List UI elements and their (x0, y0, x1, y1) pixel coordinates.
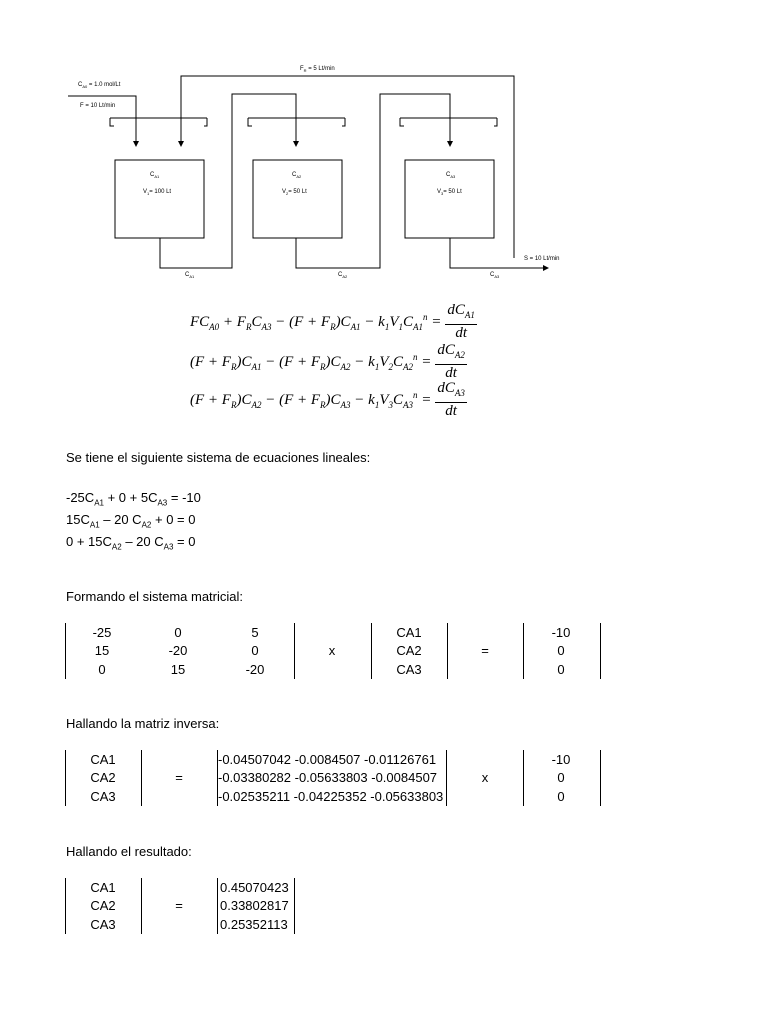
tank-3-conc: $C_{A3}$ (446, 172, 456, 179)
matrix-a-cell: 0 (251, 643, 259, 658)
matrix-a-cell: 5 (251, 625, 259, 640)
linear-eq-2: $15C_{A1} - 20$ $C_{A2} + 0 = 0$ (66, 512, 196, 530)
matrix-a-cell: 15 (94, 643, 110, 658)
equals-sign: = (175, 770, 183, 785)
tank-2-conc: $C_{A2}$ (292, 172, 302, 179)
tank-2-volume: $V_2= 50$ Lt (282, 189, 307, 196)
var-cell: CA1 (90, 752, 116, 767)
equals-sign: = (175, 898, 183, 913)
matrix-a-cell: 15 (170, 662, 186, 677)
tank-2 (253, 160, 342, 238)
b-cell: 0 (557, 643, 565, 658)
b-cell: 0 (557, 770, 565, 785)
result-value: 0.33802817 (220, 898, 289, 913)
matrix-a-cell: -20 (245, 662, 265, 677)
var-cell: CA2 (396, 643, 422, 658)
outlet-line (450, 238, 548, 268)
result-value: 0.45070423 (220, 880, 289, 895)
var-cell: CA3 (90, 917, 116, 932)
inlet-flow-label: F = 10 Lt/min (80, 103, 116, 109)
matrix-a-cell: -20 (168, 643, 188, 658)
matrix-a-cell: 0 (98, 662, 106, 677)
times-sign: x (328, 643, 336, 658)
inverse-row: -0.02535211 -0.04225352 -0.05633803 (218, 789, 444, 804)
tank-1 (115, 160, 204, 238)
equation-1: $FC_{A0} + F_RC_{A3} - (F + F_R)C_{A1} - k_1V_1C_{A1}^n$ = $\frac{dC_{A1}}{dt}$ (190, 302, 475, 341)
var-cell: CA1 (396, 625, 422, 640)
tank-3-volume: $V_3= 50$ Lt (437, 189, 462, 196)
line-tank2-tank3 (296, 94, 450, 268)
b-cell: 0 (557, 789, 565, 804)
inverse-row: -0.03380282 -0.05633803 -0.0084507 (218, 770, 438, 785)
matrix-a-cell: 0 (174, 625, 182, 640)
outlet-flow-label: S = 10 Lt/min (524, 256, 560, 262)
reactor-diagram (0, 0, 768, 290)
tank-1-out-conc: $C_{A1}$ (185, 272, 195, 279)
tank-1-conc: $C_{A1}$ (150, 172, 160, 179)
inverse-row: -0.04507042 -0.0084507 -0.01126761 (218, 752, 437, 767)
tank-3-out-conc: $C_{A3}$ (490, 272, 500, 279)
result-value: 0.25352113 (220, 917, 288, 932)
equation-2: $(F + F_R)C_{A1} - (F + F_R)C_{A2} - k_1V_2C_{A2}^n$ = $\frac{dC_{A2}}{dt}$ (190, 342, 465, 381)
linear-eq-3: $0 + 15C_{A2} - 20$ $C_{A3} = 0$ (66, 534, 196, 552)
line-tank1-tank2 (160, 94, 296, 268)
equals-sign: = (481, 643, 489, 658)
resultado-heading: Hallando el resultado: (66, 844, 192, 859)
matricial-heading: Formando el sistema matricial: (66, 589, 243, 604)
b-cell: 0 (557, 662, 565, 677)
var-cell: CA3 (396, 662, 422, 677)
linear-eq-1: $-25C_{A1} + 0 + 5C_{A3} = -10$ (66, 490, 201, 508)
tank-2-out-conc: $C_{A2}$ (338, 272, 348, 279)
var-cell: CA2 (90, 770, 116, 785)
var-cell: CA3 (90, 789, 116, 804)
inlet-conc-label: $C_{A0} = 1.0$ mol/Lt (78, 82, 121, 89)
var-cell: CA1 (90, 880, 116, 895)
inversa-heading: Hallando la matriz inversa: (66, 716, 220, 731)
recycle-flow-label: $F_R = 5$ Lt/min (300, 66, 335, 73)
tank-1-volume: $V_1= 100$ Lt (143, 189, 172, 196)
recycle-line (181, 76, 514, 258)
b-cell: -10 (551, 625, 571, 640)
b-cell: -10 (551, 752, 571, 767)
times-sign: x (481, 770, 489, 785)
equation-3: $(F + F_R)C_{A2} - (F + F_R)C_{A3} - k_1V_3C_{A3}^n$ = $\frac{dC_{A3}}{dt}$ (190, 380, 465, 419)
matrix-a-cell: -25 (92, 625, 112, 640)
intro-text: Se tiene el siguiente sistema de ecuaciones lineales: (66, 450, 371, 465)
var-cell: CA2 (90, 898, 116, 913)
